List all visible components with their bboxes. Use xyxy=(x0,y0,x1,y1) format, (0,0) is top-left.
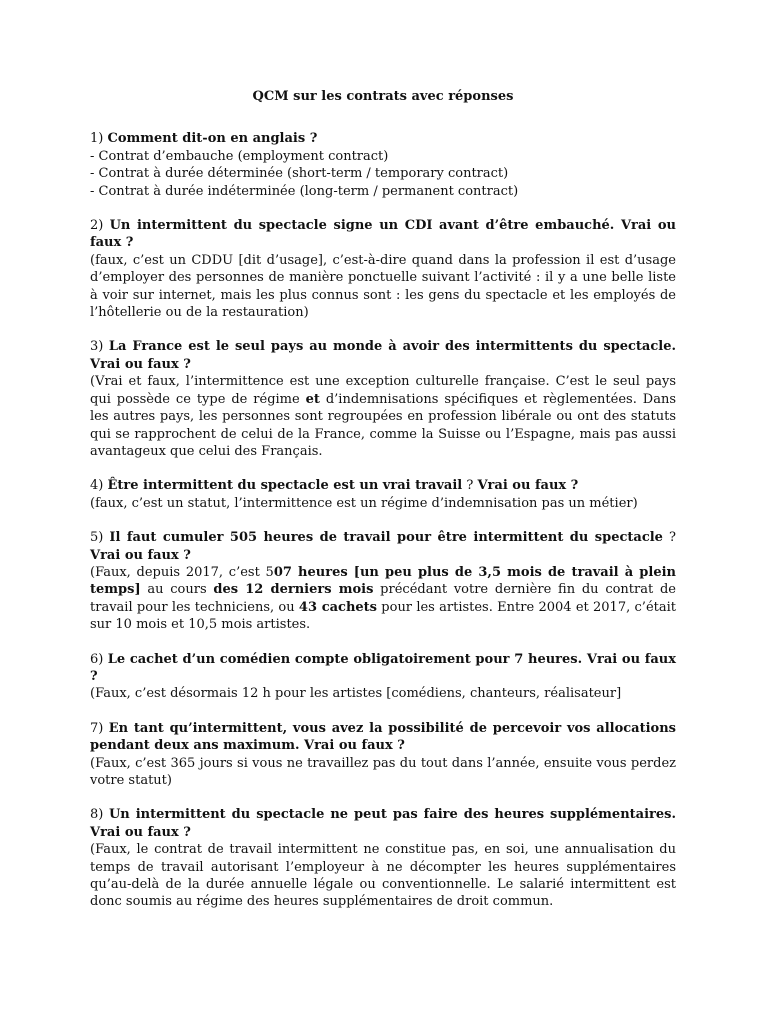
question-2 xyxy=(90,217,676,321)
question-3-prompt xyxy=(90,338,676,373)
question-5-prompt xyxy=(90,529,676,564)
question-7 xyxy=(90,720,676,790)
answer-text: (faux, c’est un statut, l’intermittence est un régime d’indemnisation pas un métier) xyxy=(90,495,638,511)
answer-part: au cours xyxy=(140,582,214,598)
question-3 xyxy=(90,338,676,460)
answer-part: d’indemnisations spécifiques et règlementées. Dans les autres pays, les personnes sont regroupées en profession libérale ou ont des statuts qui se rapprochent de celui de la France, comme la Suisse ou l’Espagne, mais pas aussi avantageux que celui des Français. xyxy=(90,391,676,459)
question-6-prompt xyxy=(90,651,676,686)
question-mark: ? xyxy=(462,478,478,494)
answer-text: (Faux, c’est 365 jours si vous ne travaillez pas du tout dans l’année, ensuite vous perdez votre statut) xyxy=(90,755,676,788)
answer-text: (Faux, le contrat de travail intermittent ne constitue pas, en soi, une annualisation du temps de travail autorisant l’employeur à ne décompter les heures supplémentaires qu’au-delà de la durée annuelle légale ou conventionnelle. Le salarié intermittent est donc soumis au régime des heures supplémentaires de droit commun. xyxy=(90,842,676,910)
question-6 xyxy=(90,651,676,703)
list-item: - Contrat à durée indéterminée (long-term / permanent contract) xyxy=(90,183,519,199)
question-1 xyxy=(90,130,676,200)
question-8 xyxy=(90,806,676,910)
question-text: En tant qu’intermittent, vous avez la possibilité de percevoir vos allocations pendant deux ans maximum. Vrai ou faux ? xyxy=(90,720,676,754)
answer-part: précédant votre dernière fin du contrat de travail pour les techniciens, ou xyxy=(90,582,676,615)
question-number: 4) xyxy=(90,478,108,494)
question-text: Comment dit-on en anglais ? xyxy=(107,131,318,147)
question-4 xyxy=(90,477,676,512)
answer-bold-part: des 12 derniers mois xyxy=(213,582,374,598)
answer-bold-part: 07 heures [un peu plus de 3,5 mois de travail à plein temps] xyxy=(90,564,676,598)
question-text: Le cachet d’un comédien compte obligatoirement pour 7 heures. Vrai ou faux ? xyxy=(90,651,676,684)
answer-part: (Faux, depuis 2017, c’est 5 xyxy=(90,564,274,580)
question-number: 1) xyxy=(90,131,108,147)
question-8-prompt xyxy=(90,806,676,841)
question-tail: Vrai ou faux ? xyxy=(477,478,579,494)
question-text: La France est le seul pays au monde à avoir des intermittents du spectacle. Vrai ou faux ? xyxy=(90,339,676,372)
question-tail: Vrai ou faux ? xyxy=(90,547,191,563)
question-number: 5) xyxy=(90,530,110,546)
list-item: - Contrat à durée déterminée (short-term / temporary contract) xyxy=(90,166,509,182)
question-number: 8) xyxy=(90,807,109,823)
question-2-prompt xyxy=(90,217,676,252)
question-1-prompt xyxy=(90,130,676,147)
question-text: Il faut cumuler 505 heures de travail pour être intermittent du spectacle xyxy=(109,530,663,546)
document-page xyxy=(90,88,676,928)
answer-text: (faux, c’est un CDDU [dit d’usage], c’est-à-dire quand dans la profession il est d’usage d’employer des personnes de manière ponctuelle suivant l’activité : il y a une belle liste à voir sur internet, mais les plus connus sont : les gens du spectacle et les employés de l’hôtellerie ou de la restauration) xyxy=(90,252,676,321)
translation-list xyxy=(90,148,676,200)
question-5 xyxy=(90,529,676,633)
answer-bold-part: et xyxy=(305,391,320,407)
question-text: Être intermittent du spectacle est un vrai travail xyxy=(107,478,463,494)
answer-part: pour les artistes. Entre 2004 et 2017, c’était sur 10 mois et 10,5 mois artistes. xyxy=(90,599,676,633)
question-mark: ? xyxy=(662,530,676,546)
answer-bold-part: 43 cachets xyxy=(298,599,377,615)
answer-text xyxy=(90,564,676,634)
answer-text: (Faux, c’est désormais 12 h pour les artistes [comédiens, chanteurs, réalisateur] xyxy=(90,686,622,702)
question-text: Un intermittent du spectacle ne peut pas faire des heures supplémentaires. Vrai ou faux ? xyxy=(90,807,676,840)
question-number: 6) xyxy=(90,651,108,667)
answer-part: (Vrai et faux, l’intermittence est une exception culturelle française. C’est le seul pays qui possède ce type de régime xyxy=(90,374,676,407)
document-title: QCM sur les contrats avec réponses xyxy=(252,89,514,104)
list-item: - Contrat d’embauche (employment contract) xyxy=(90,148,389,164)
question-text: Un intermittent du spectacle signe un CDI avant d’être embauché. Vrai ou faux ? xyxy=(90,218,676,251)
question-4-prompt xyxy=(90,477,676,494)
question-number: 7) xyxy=(90,720,109,736)
question-7-prompt xyxy=(90,720,676,755)
question-number: 3) xyxy=(90,339,109,355)
answer-text xyxy=(90,373,676,460)
question-number: 2) xyxy=(90,218,110,234)
